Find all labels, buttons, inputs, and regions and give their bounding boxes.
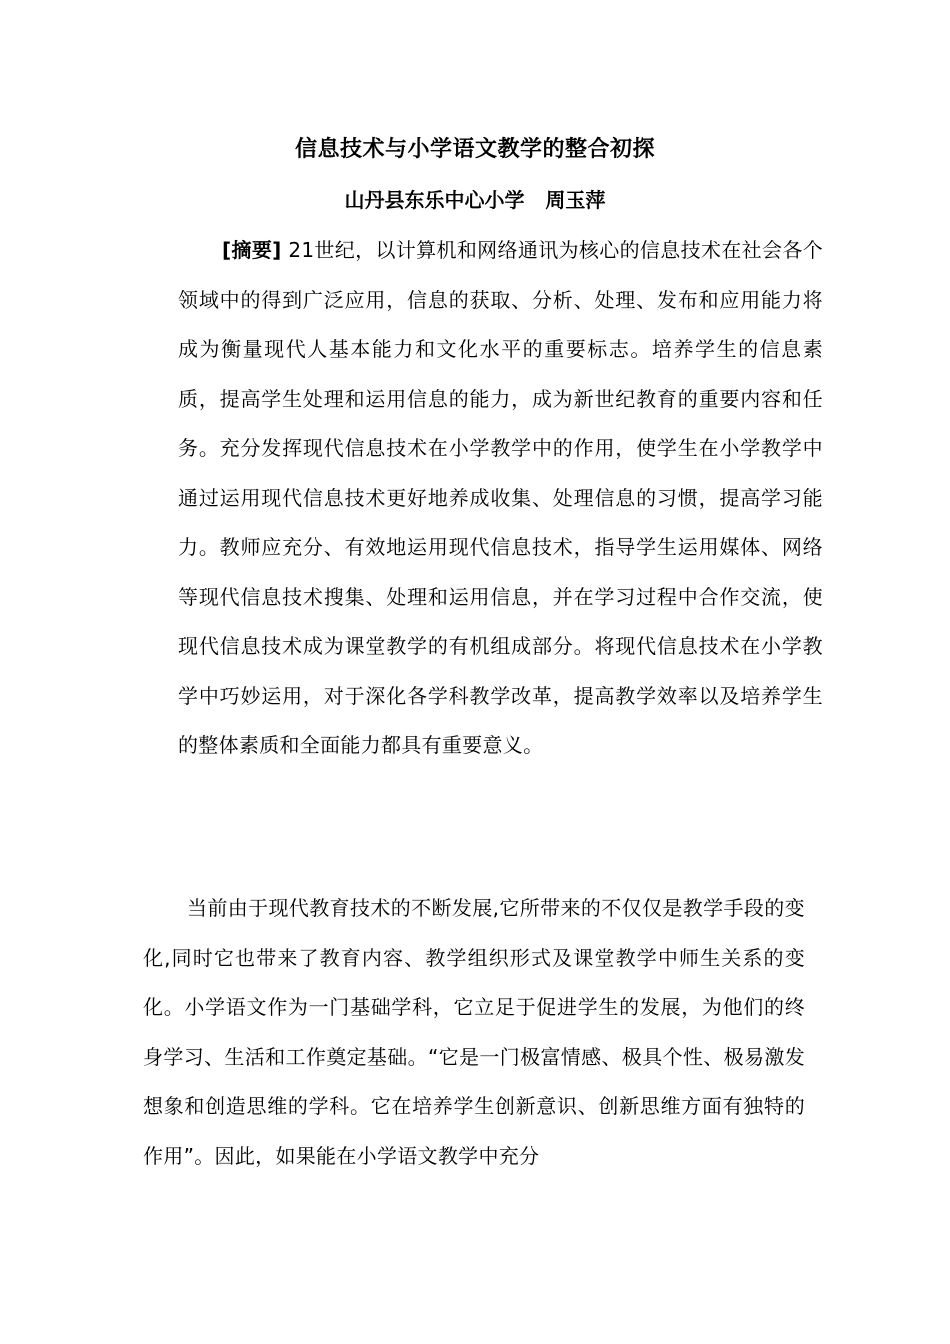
abstract-paragraph bbox=[178, 226, 823, 771]
abstract-text: 21世纪，以计算机和网络通讯为核心的信息技术在社会各个领域中的得到广泛应用，信息的获取、分析、处理、发布和应用能力将成为衡量现代人基本能力和文化水平的重要标志。培养学生的信息素质，提高学生处理和运用信息的能力，成为新世纪教育的重要内容和任务。充分发挥现代信息技术在小学教学中的作用，使学生在小学教学中通过运用现代信息技术更好地养成收集、处理信息的习惯，提高学习能力。教师应充分、有效地运用现代信息技术，指导学生运用媒体、网络等现代信息技术搜集、处理和运用信息，并在学习过程中合作交流，使现代信息技术成为课堂教学的有机组成部分。将现代信息技术在小学教学中巧妙运用，对于深化各学科教学改革，提高教学效率以及培养学生的整体素质和全面能力都具有重要意义。 bbox=[178, 238, 823, 757]
author-line: 山丹县东乐中心小学 周玉萍 bbox=[344, 188, 606, 212]
document-title: 信息技术与小学语文教学的整合初探 bbox=[294, 137, 655, 162]
body-paragraph: 当前由于现代教育技术的不断发展,它所带来的不仅仅是教学手段的变化,同时它也带来了教育内容、教学组织形式及课堂教学中师生关系的变化。小学语文作为一门基础学科，它立足于促进学生的发展，为他们的终身学习、生活和工作奠定基础。“它是一门极富情感、极具个性、极易激发想象和创造思维的学科。它在培养学生创新意识、创新思维方面有独特的作用”。因此，如果能在小学语文教学中充分 bbox=[143, 896, 805, 1168]
abstract-label: [摘要] bbox=[222, 238, 282, 262]
